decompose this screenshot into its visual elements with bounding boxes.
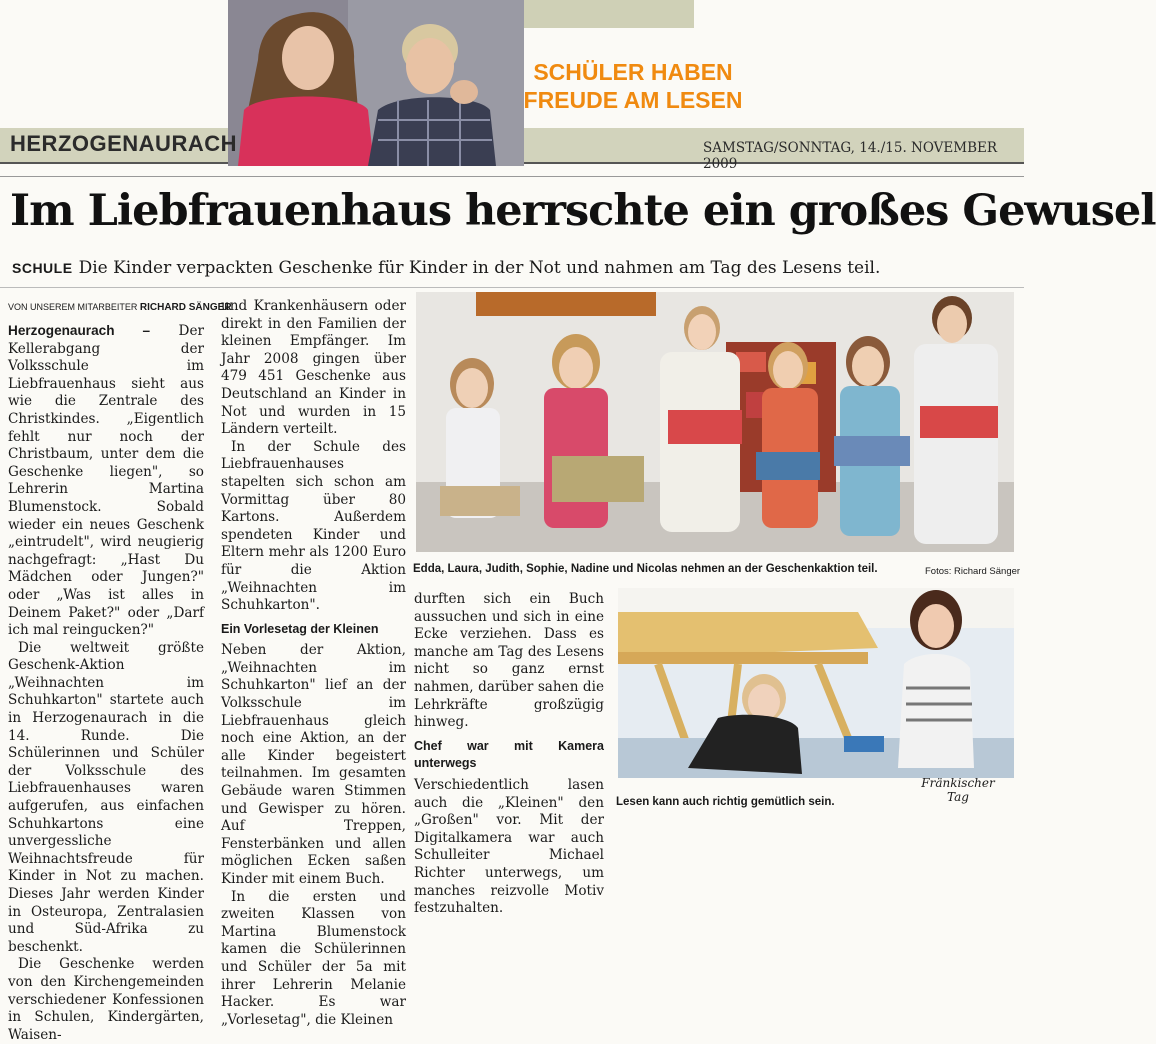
headline: Im Liebfrauenhaus herrschte ein großes Gewusel bbox=[10, 186, 1156, 236]
dateline-lead: Herzogenaurach – bbox=[8, 323, 151, 338]
photo-caption: Edda, Laura, Judith, Sophie, Nadine und Nicolas nehmen an der Geschenkaktion teil. bbox=[413, 563, 878, 575]
header-photo bbox=[228, 0, 524, 166]
byline-prefix: VON UNSEREM MITARBEITER bbox=[8, 302, 138, 312]
divider bbox=[0, 287, 1024, 288]
paragraph: durften sich ein Buch aussuchen und sich in eine Ecke verziehen. Dass es manche am Tag des Lesens nicht so ganz ernst nahmen, darüber sahen die Lehrkräfte großzügig hinweg. bbox=[414, 591, 604, 731]
subheadline bbox=[12, 258, 880, 278]
newspaper-signature: Fränkischer Tag bbox=[921, 776, 995, 804]
text-column-2 bbox=[221, 298, 406, 1029]
byline-author: RICHARD SÄNGER bbox=[139, 302, 232, 313]
photo-credit: Fotos: Richard Sänger bbox=[925, 566, 1021, 577]
subheading: Ein Vorlesetag der Kleinen bbox=[221, 621, 379, 636]
subheading: Chef war mit Kamera unterwegs bbox=[414, 738, 604, 771]
paragraph: In die ersten und zweiten Klassen von Martina Blumenstock kamen die Schülerinnen und Schüler der 5a mit ihrer Lehrerin Melanie Hacker. Es war „Vorlesetag", die Kleinen bbox=[221, 888, 406, 1028]
photo-children-with-gifts bbox=[416, 292, 1014, 552]
issue-date: SAMSTAG/SONNTAG, 14./15. NOVEMBER 2009 bbox=[703, 140, 998, 172]
kicker-line-2: FREUDE AM LESEN bbox=[523, 87, 743, 113]
paragraph: Die Geschenke werden von den Kirchengemeinden verschiedener Konfessionen in Schulen, Kindergärten, Waisen- bbox=[8, 956, 204, 1043]
location-name: HERZOGENAURACH bbox=[10, 131, 237, 156]
photo-caption: Lesen kann auch richtig gemütlich sein. bbox=[616, 796, 835, 808]
section-tag: SCHULE bbox=[12, 260, 73, 276]
subheadline-text: Die Kinder verpackten Geschenke für Kinder in der Not und nahmen am Tag des Lesens teil. bbox=[78, 258, 881, 278]
paragraph: Neben der Aktion, „Weihnachten im Schuhkarton" lief an der Volksschule im Liebfrauenhaus gleich noch eine Aktion, an der alle Kinder begeistert teilnahmen. Im gesamten Gebäude waren Stimmen und Gewisper zu hören. Auf Treppen, Fensterbänken und allen möglichen Ecken saßen Kinder mit einem Buch. bbox=[221, 642, 406, 887]
divider bbox=[0, 176, 1024, 177]
paragraph: In der Schule des Liebfrauenhauses stapelten sich schon am Vormittag über 80 Kartons. Außerdem spendeten Kinder und Eltern mehr als 1200 Euro für die Aktion „Weihnachten im Schuhkarton". bbox=[221, 438, 406, 614]
text-column-1 bbox=[8, 322, 204, 1044]
byline bbox=[8, 302, 232, 313]
paragraph: und Krankenhäusern oder direkt in den Familien der kleinen Empfänger. Im Jahr 2008 gingen über 479 451 Geschenke aus Deutschland an Kinder in Not und wurden in 15 Ländern verteilt. bbox=[221, 298, 406, 438]
kicker bbox=[515, 58, 751, 114]
paragraph: Der Kellerabgang der Volksschule im Liebfrauenhaus sieht aus wie die Zentrale des Christkindes. „Eigentlich fehlt nur noch der Christbaum, unter dem die Geschenke liegen", so Lehrerin Martina Blumenstock. Sobald wieder ein neues Geschenk „eintrudelt", wird neugierig nachgefragt: „Hast Du Mädchen oder Jungen?" oder „Was ist alles in Deinem Paket?" oder „Darf ich mal reingucken?" bbox=[8, 323, 204, 639]
paragraph: Die weltweit größte Geschenk-Aktion „Weihnachten im Schuhkarton" startete auch in Herzogenaurach in die 14. Runde. Die Schülerinnen und Schüler der Volksschule des Liebfrauenhauses waren aufgerufen, aus einfachen Schuhkartons eine unvergessliche Weihnachtsfreude für Kinder in Not zu machen. Dieses Jahr werden Kinder in Osteuropa, Zentralasien und Süd-Afrika zu beschenkt. bbox=[8, 639, 204, 955]
paragraph: Verschiedentlich lasen auch die „Kleinen" den „Großen" vor. Mit der Digitalkamera war auch Schulleiter Michael Richter unterwegs, um manches reizvolle Motiv festzuhalten. bbox=[414, 776, 604, 917]
kicker-line-1: SCHÜLER HABEN bbox=[533, 59, 733, 85]
photo-reading-children bbox=[618, 588, 1014, 778]
text-column-3 bbox=[414, 591, 604, 918]
